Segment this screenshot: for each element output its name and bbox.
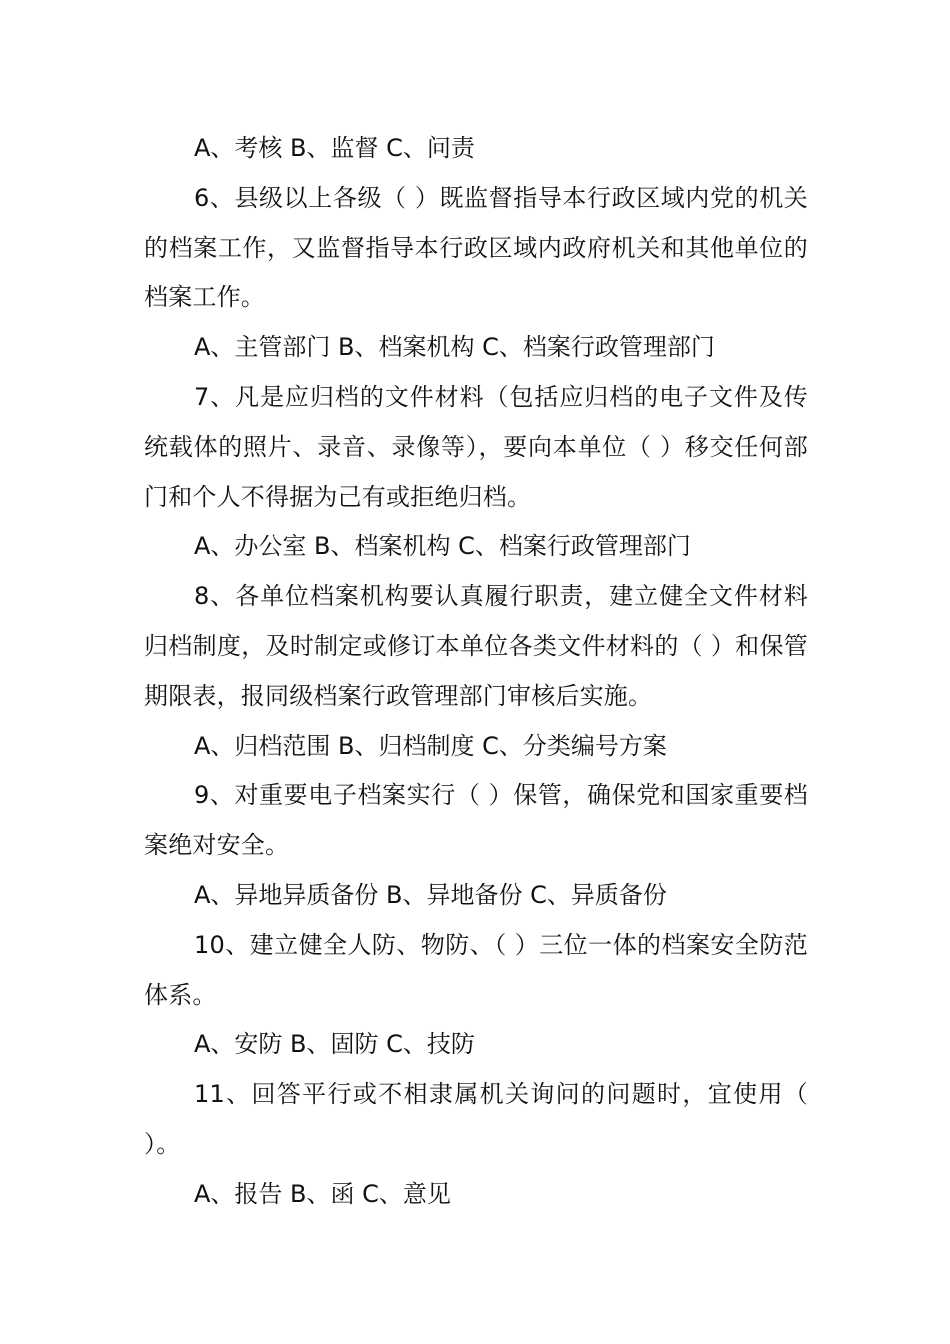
question-10: 10、建立健全人防、物防、（ ）三位一体的档案安全防范体系。 [144,930,808,1009]
question-6-options: A、主管部门 B、档案机构 C、档案行政管理部门 [194,333,715,362]
question-10-options: A、安防 B、固防 C、技防 [194,1030,475,1059]
question-7-options: A、办公室 B、档案机构 C、档案行政管理部门 [194,532,691,561]
question-9: 9、对重要电子档案实行（ ）保管，确保党和国家重要档案绝对安全。 [144,781,808,860]
question-11-options: A、报告 B、函 C、意见 [194,1179,451,1208]
document-page [144,124,808,1220]
question-8-options: A、归档范围 B、归档制度 C、分类编号方案 [194,731,667,760]
question-11: 11、回答平行或不相隶属机关询问的问题时，宜使用（ ）。 [144,1080,808,1158]
question-5-options: A、考核 B、监督 C、问责 [194,134,475,162]
question-9-options: A、异地异质备份 B、异地备份 C、异质备份 [194,880,667,909]
question-8: 8、各单位档案机构要认真履行职责，建立健全文件材料归档制度，及时制定或修订本单位各类文件材料的（ ）和保管期限表，报同级档案行政管理部门审核后实施。 [144,582,808,710]
question-6: 6、县级以上各级（ ）既监督指导本行政区域内党的机关的档案工作，又监督指导本行政区域内政府机关和其他单位的档案工作。 [144,183,808,312]
question-7: 7、凡是应归档的文件材料（包括应归档的电子文件及传统载体的照片、录音、录像等），要向本单位（ ）移交任何部门和个人不得据为己有或拒绝归档。 [144,382,808,511]
